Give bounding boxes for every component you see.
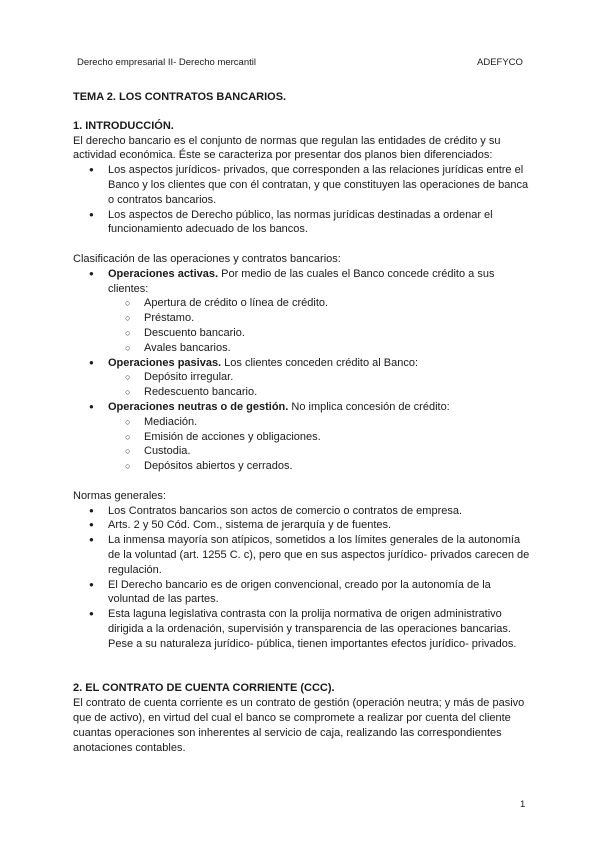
sub-list	[108, 370, 535, 400]
section-2-text: El contrato de cuenta corriente es un contrato de gestión (operación neutra; y más de pasivo que de activo), en virtud del cual el banco se compromete a realizar por cuenta del cliente cuantas operaciones son inherentes al servicio de caja, realizando las correspondientes anotaciones contables.	[73, 697, 525, 754]
operation-type: Operaciones pasivas.	[108, 356, 222, 369]
list-item: ● La inmensa mayoría son atípicos, sometidos a los límites generales de la autonomía de la voluntad (art. 1255 C. c), pero que en sus aspectos jurídico- privados carecen de regulación.	[73, 533, 535, 577]
list-item: ● Esta laguna legislativa contrasta con la prolija normativa de origen administrativo dirigida a la ordenación, supervisión y transparencia de las operaciones bancarias. Pese a su naturaleza jurídico- pública, tienen importantes efectos jurídico- privados.	[73, 607, 535, 651]
header-course: Derecho empresarial II- Derecho mercantil	[77, 57, 256, 68]
list-item: ○ Depósito irregular.	[73, 370, 535, 385]
document-body	[73, 90, 535, 755]
list-item: ○ Redescuento bancario.	[73, 385, 535, 400]
list-item: ○ Apertura de crédito o línea de crédito.	[73, 296, 535, 311]
section-1-intro: El derecho bancario es el conjunto de normas que regulan las entidades de crédito y su actividad económica. Éste se caracteriza por presentar dos planos bien diferenciados:	[73, 134, 501, 162]
norms-list	[73, 504, 535, 652]
list-item: ● Los Contratos bancarios son actos de comercio o contratos de empresa.	[73, 504, 535, 519]
list-item: ○ Préstamo.	[73, 311, 535, 326]
operation-desc: No implica concesión de crédito:	[288, 400, 450, 413]
sub-list	[108, 415, 535, 474]
list-item	[73, 400, 535, 474]
list-item: ○ Avales bancarios.	[73, 341, 535, 356]
list-item: ● Los aspectos de Derecho público, las normas jurídicas destinadas a ordenar el funcionamiento adecuado de los bancos.	[73, 208, 535, 238]
list-item: ● Arts. 2 y 50 Cód. Com., sistema de jerarquía y de fuentes.	[73, 518, 535, 533]
page-number: 1	[520, 799, 526, 810]
list-item: ○ Custodia.	[73, 444, 535, 459]
list-item	[73, 267, 535, 356]
list-item: ○ Descuento bancario.	[73, 326, 535, 341]
list-item: ○ Emisión de acciones y obligaciones.	[73, 430, 535, 445]
operation-type: Operaciones neutras o de gestión.	[108, 400, 289, 413]
list-item	[73, 356, 535, 400]
list-item: ○ Depósitos abiertos y cerrados.	[73, 459, 535, 474]
header-program: ADEFYCO	[477, 57, 523, 68]
classification-list	[73, 267, 535, 474]
list-item: ● Los aspectos jurídicos- privados, que corresponden a las relaciones jurídicas entre el Banco y los clientes que con él contratan, y que constituyen las operaciones de banca o contratos bancarios.	[73, 163, 535, 207]
classification-intro: Clasificación de las operaciones y contratos bancarios:	[73, 252, 341, 265]
document-title: TEMA 2. LOS CONTRATOS BANCARIOS.	[73, 91, 287, 103]
section-2-heading: 2. EL CONTRATO DE CUENTA CORRIENTE (CCC).	[73, 682, 335, 695]
norms-intro: Normas generales:	[73, 489, 166, 502]
planes-list	[73, 163, 535, 237]
list-item: ○ Mediación.	[73, 415, 535, 430]
operation-desc: Por medio de las cuales el Banco concede crédito a sus clientes:	[108, 267, 495, 295]
operation-type: Operaciones activas.	[108, 267, 219, 280]
list-item: ● El Derecho bancario es de origen convencional, creado por la autonomía de la voluntad de las partes.	[73, 578, 535, 608]
sub-list	[108, 296, 535, 355]
section-1-heading: 1. INTRODUCCIÓN.	[73, 119, 174, 132]
operation-desc: Los clientes conceden crédito al Banco:	[221, 356, 419, 369]
